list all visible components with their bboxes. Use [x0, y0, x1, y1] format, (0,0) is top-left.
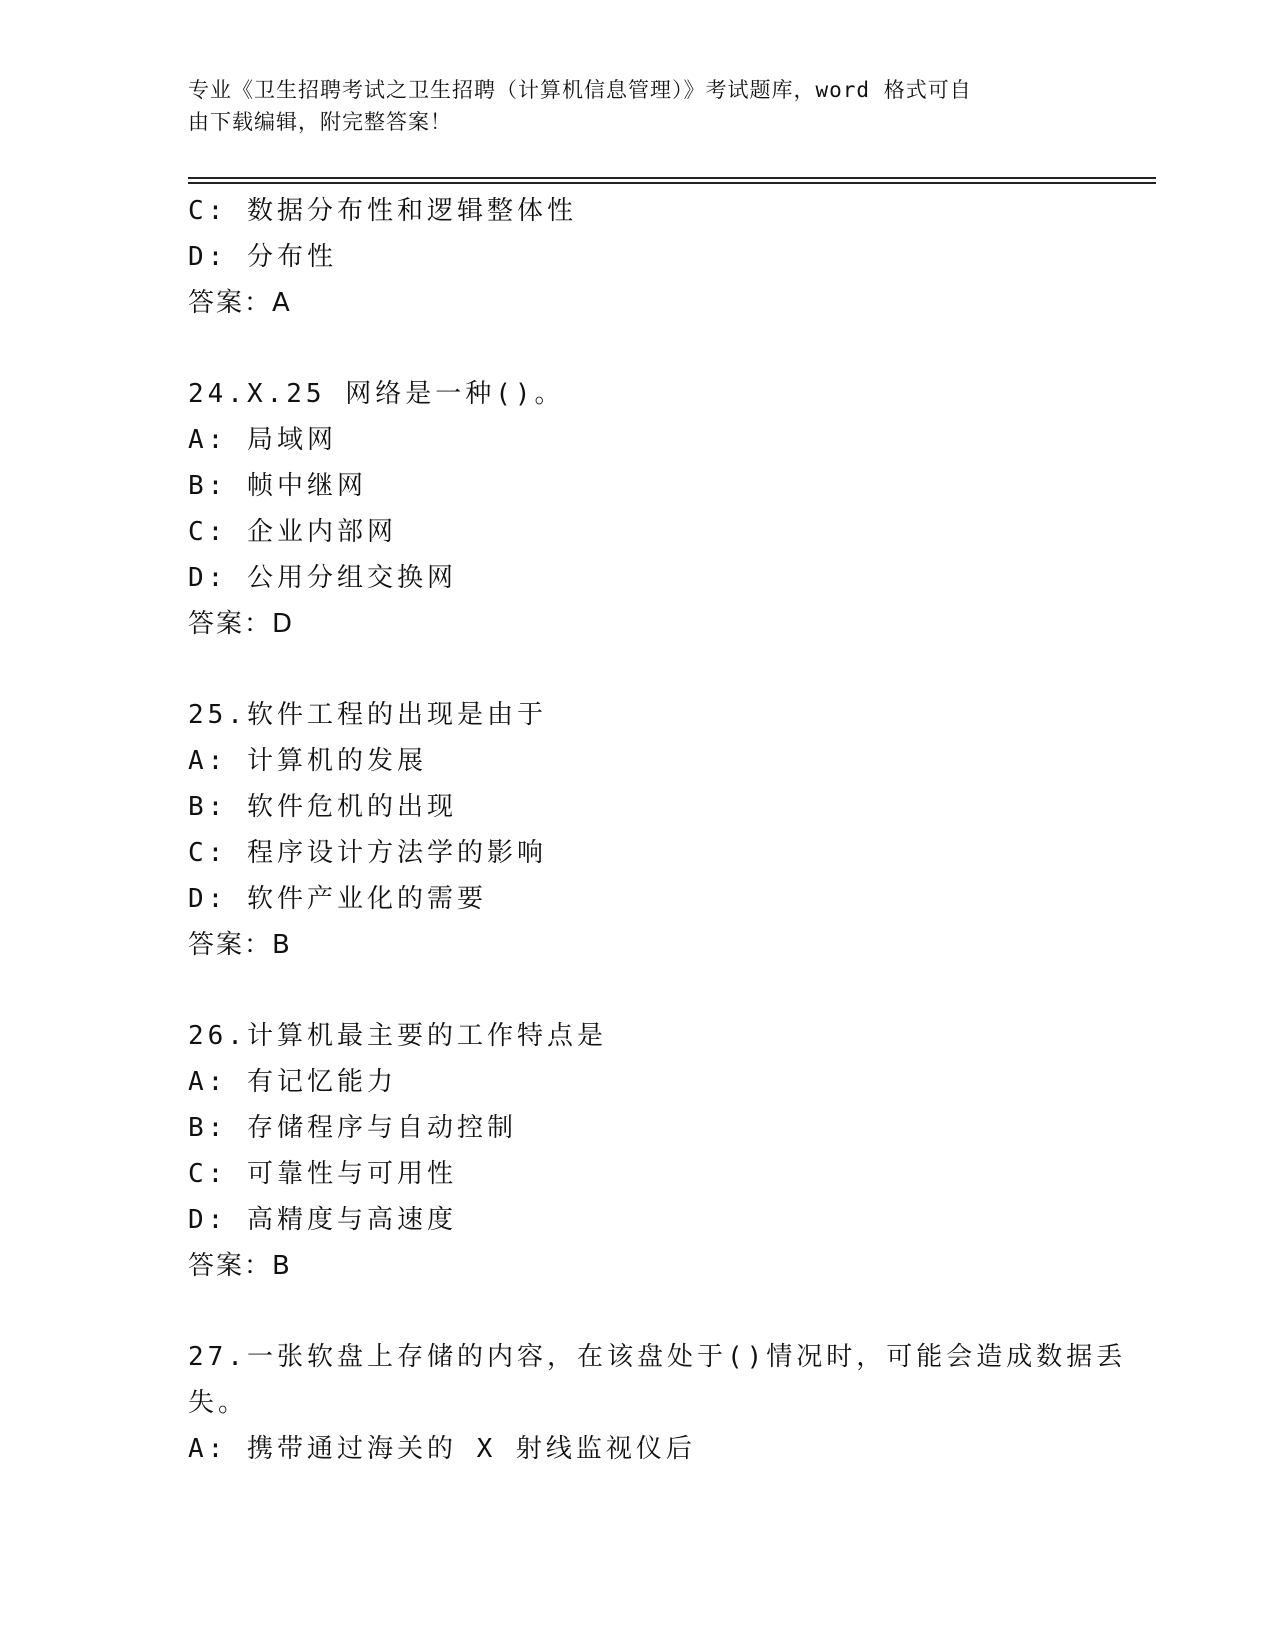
option-d: D: 软件产业化的需要 [188, 884, 487, 914]
question-25 [188, 692, 1088, 968]
option-a: A: 携带通过海关的 X 射线监视仪后 [188, 1434, 696, 1464]
header-divider-top [188, 177, 1156, 179]
question-stem: 26.计算机最主要的工作特点是 [188, 1021, 607, 1051]
spacer [188, 968, 1088, 1013]
option-b: B: 帧中继网 [188, 471, 367, 501]
option-a: A: 有记忆能力 [188, 1067, 397, 1097]
header-line-1: 专业《卫生招聘考试之卫生招聘（计算机信息管理）》考试题库，word 格式可自 [188, 78, 972, 102]
question-26 [188, 1013, 1088, 1289]
option-c: C: 程序设计方法学的影响 [188, 838, 547, 868]
question-stem-line-1: 27.一张软盘上存储的内容，在该盘处于()情况时，可能会造成数据丢 [188, 1342, 1127, 1372]
option-c: C: 数据分布性和逻辑整体性 [188, 196, 577, 226]
option-a: A: 局域网 [188, 425, 337, 455]
question-stem: 24.X.25 网络是一种()。 [188, 379, 565, 409]
answer-line: 答案：A [188, 288, 292, 318]
answer-line: 答案：B [188, 1251, 292, 1281]
question-stem-line-2: 失。 [188, 1388, 249, 1418]
option-b: B: 软件危机的出现 [188, 792, 457, 822]
option-b: B: 存储程序与自动控制 [188, 1113, 517, 1143]
option-a: A: 计算机的发展 [188, 746, 427, 776]
answer-line: 答案：B [188, 930, 292, 960]
question-list [188, 188, 1127, 1472]
document-header [188, 74, 1078, 138]
question-stem: 25.软件工程的出现是由于 [188, 700, 547, 730]
question-27 [188, 1334, 1127, 1472]
option-d: D: 公用分组交换网 [188, 563, 457, 593]
spacer [188, 1289, 1088, 1334]
header-line-2: 由下载编辑，附完整答案！ [188, 110, 452, 134]
spacer [188, 326, 1088, 371]
header-divider-bottom [188, 182, 1156, 184]
spacer [188, 647, 1088, 692]
option-c: C: 企业内部网 [188, 517, 397, 547]
option-d: D: 分布性 [188, 242, 337, 272]
question-24 [188, 371, 1088, 647]
answer-line: 答案：D [188, 609, 295, 639]
option-d: D: 高精度与高速度 [188, 1205, 457, 1235]
question-23-tail [188, 188, 1088, 326]
option-c: C: 可靠性与可用性 [188, 1159, 457, 1189]
